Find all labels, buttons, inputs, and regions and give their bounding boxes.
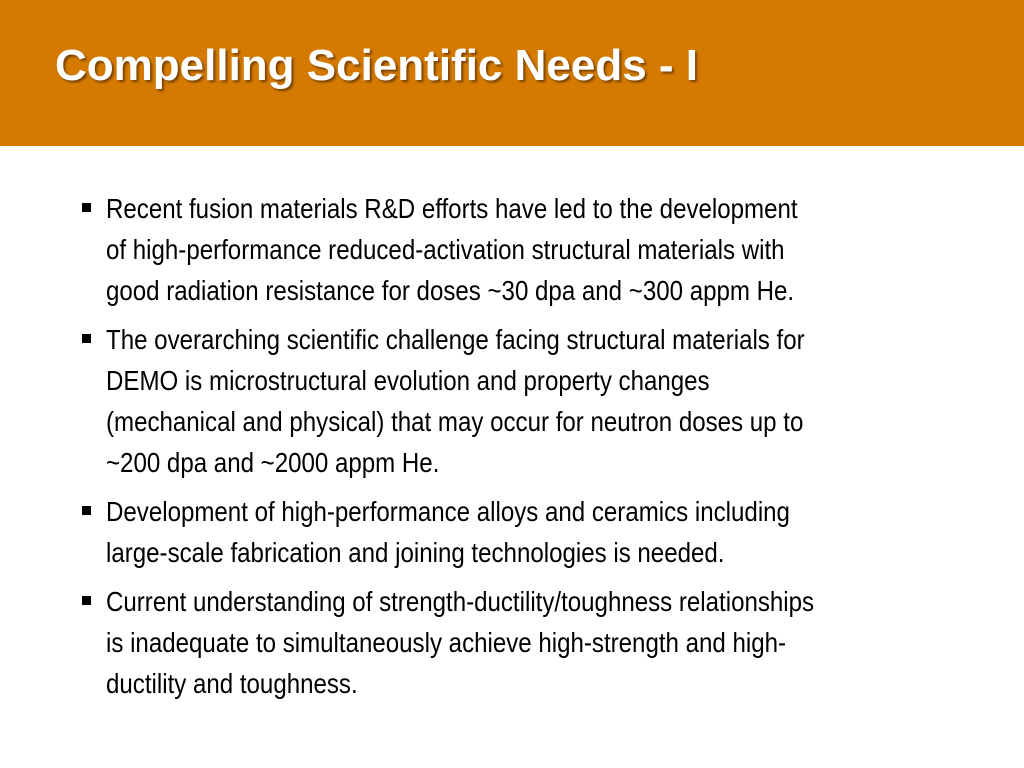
- bullet-line: Recent fusion materials R&D efforts have led to the development: [106, 193, 798, 224]
- bullet-text: [106, 319, 936, 483]
- bullet-line: DEMO is microstructural evolution and property changes: [106, 365, 710, 396]
- bullet-item: [82, 491, 942, 573]
- square-bullet-icon: [82, 506, 91, 515]
- bullet-line: (mechanical and physical) that may occur for neutron doses up to: [106, 406, 804, 437]
- square-bullet-icon: [82, 596, 91, 605]
- bullet-line: is inadequate to simultaneously achieve high-strength and high-: [106, 627, 787, 658]
- bullet-item: [82, 319, 942, 483]
- bullet-line: ductility and toughness.: [106, 668, 358, 699]
- bullet-line: Current understanding of strength-ductility/toughness relationships: [106, 586, 815, 617]
- title-bar: [0, 0, 1024, 146]
- bullet-list: [82, 188, 942, 712]
- slide-title: Compelling Scientific Needs - I: [55, 41, 699, 90]
- bullet-text: [106, 188, 936, 311]
- bullet-text: [106, 491, 936, 573]
- bullet-item: [82, 581, 942, 704]
- bullet-line: large-scale fabrication and joining technologies is needed.: [106, 537, 725, 568]
- bullet-line: The overarching scientific challenge facing structural materials for: [106, 324, 805, 355]
- bullet-line: ~200 dpa and ~2000 appm He.: [106, 447, 440, 478]
- bullet-item: [82, 188, 942, 311]
- bullet-line: Development of high-performance alloys and ceramics including: [106, 496, 790, 527]
- bullet-text: [106, 581, 936, 704]
- square-bullet-icon: [82, 203, 91, 212]
- bullet-line: of high-performance reduced-activation structural materials with: [106, 234, 785, 265]
- bullet-line: good radiation resistance for doses ~30 dpa and ~300 appm He.: [106, 275, 795, 306]
- square-bullet-icon: [82, 334, 91, 343]
